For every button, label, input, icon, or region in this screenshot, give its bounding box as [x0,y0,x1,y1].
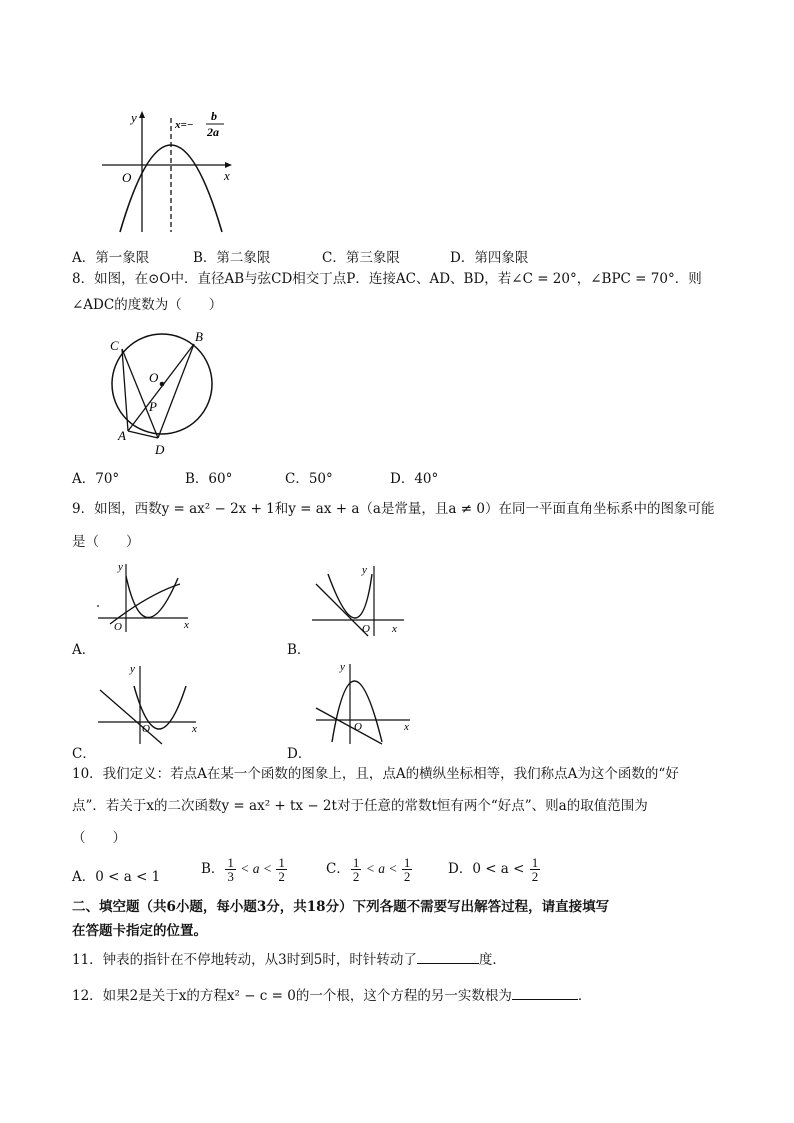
q8-option-c[interactable]: C．50° [285,471,333,487]
q7-label-y: y [131,110,137,125]
svg-text:y: y [130,663,135,675]
q7-parabola-graph [98,108,244,234]
svg-text:y: y [362,564,367,576]
q7-option-c[interactable]: C．第三象限 [322,250,400,266]
svg-text:x: x [184,619,189,631]
q7-label-frac-den: 2a [207,125,219,139]
q10-question-line1: 10．我们定义：若点A在某一个函数的图象上，且，点A的横纵坐标相等，我们称点A为这个函数的“好 [72,766,679,782]
q8-question-line2: ∠ADC的度数为（ ） [72,297,223,313]
q8-label-o: O [149,370,159,385]
q8-option-a[interactable]: A．70° [72,471,120,487]
svg-text:y: y [340,661,345,673]
q7-option-b[interactable]: B．第二象限 [193,250,271,266]
q10-question-line2: 点”．若关于x的二次函数y = ax² + tx − 2t对于任意的常数t恒有两个“好点”、则a的取值范围为 [72,798,648,814]
q11-question: 11．钟表的指针在不停地转动，从3时到5时，时针转动了 度． [72,949,506,969]
svg-text:x: x [404,721,409,733]
q10-option-b[interactable]: B． $\frac{1}{3}$ < a < $\frac{1}{2}$ [201,855,285,884]
q8-circle-figure [104,328,220,456]
svg-text:O: O [142,723,150,735]
q9-option-c[interactable]: C． [72,746,96,762]
q7-label-o: O [122,170,132,185]
q7-option-a[interactable]: A．第一象限 [72,250,150,266]
q10-option-d[interactable]: D．0 < a < $\frac{1}{2}$ [448,855,539,884]
q10-option-c[interactable]: C． $\frac{1}{2}$ < a < $\frac{1}{2}$ [326,855,411,884]
q9-graph-a [92,558,196,634]
q8-label-p: P [149,399,157,414]
q7-label-frac-num: b [211,109,217,123]
q8-question-line1: 8．如图，在⊙O中．直径AB与弦CD相交丁点P．连接AC、AD、BD，若∠C = 20°，∠BPC = 70°．则 [72,271,702,287]
q12-answer-blank[interactable] [512,985,578,1000]
q9-graph-d [310,660,414,746]
q9-graph-b [306,562,410,638]
svg-text:x: x [392,623,397,635]
q9-question-line1: 9．如图，西数y = ax² − 2x + 1和y = ax + a（a是常量，且a ≠ 0）在同一平面直角坐标系中的图象可能 [72,501,715,517]
q8-label-d: D [155,442,165,456]
q11-answer-blank[interactable] [417,949,479,964]
q8-label-b: B [195,329,203,344]
q7-label-axis-eq: x=− [175,119,194,131]
q9-option-a[interactable]: A． [72,642,96,658]
q7-option-d[interactable]: D．第四象限 [450,250,529,266]
section2-heading-line1: 二、填空题（共6小题，每小题3分，共18分）下列各题不需要写出解答过程，请直接填写 [72,899,610,915]
svg-text:y: y [118,561,123,573]
svg-text:x: x [192,723,197,735]
q10-option-a[interactable]: A．0 < a < 1 [72,869,161,885]
q9-option-b[interactable]: B． [287,642,311,658]
q9-graph-c [92,662,204,746]
q8-label-a: A [118,428,126,443]
q8-label-c: C [110,338,119,353]
q8-option-b[interactable]: B．60° [185,471,233,487]
q9-option-d[interactable]: D． [287,746,312,762]
svg-text:O: O [362,623,370,635]
svg-text:O: O [114,621,122,633]
q9-question-line2: 是（ ） [72,534,140,550]
q12-question: 12．如果2是关于x的方程x² − c = 0的一个根，这个方程的另一实数根为 ． [72,985,591,1005]
q10-question-line3: （ ） [72,830,126,846]
q7-label-x: x [224,168,230,183]
section2-heading-line2: 在答题卡指定的位置。 [72,923,207,939]
svg-text:O: O [354,721,362,733]
q8-option-d[interactable]: D．40° [390,471,439,487]
